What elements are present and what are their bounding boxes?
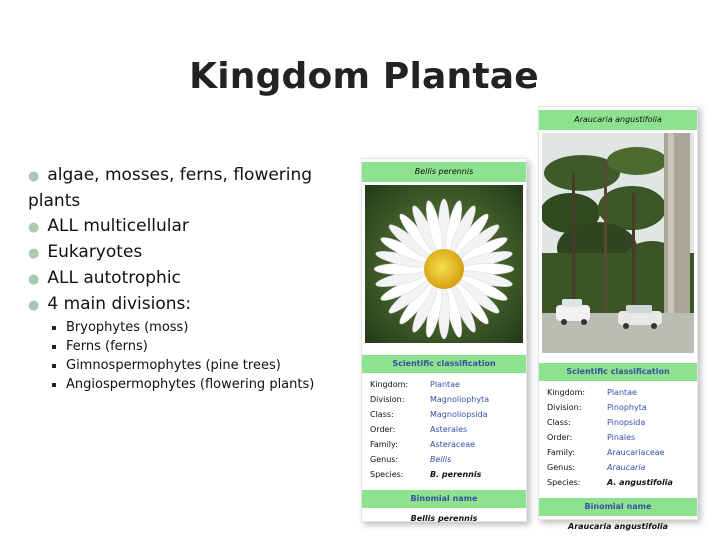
row-value-link[interactable]: Magnoliophyta [430,395,490,404]
row-key: Species: [547,478,581,487]
classification-title: Scientific classification [362,355,526,373]
classification-table [362,373,526,482]
row-value-link[interactable]: Asterales [430,425,468,434]
classification-row [362,467,526,482]
row-value-link[interactable]: Pinales [607,433,636,442]
classification-row [539,460,697,475]
row-value-link[interactable]: Bellis [430,455,452,464]
classification-row [362,437,526,452]
row-value-link[interactable]: Pinopsida [607,418,646,427]
classification-row [539,475,697,490]
araucaria-photo [542,133,694,353]
row-value-link[interactable]: Asteraceae [430,440,476,449]
square-bullet-icon [52,364,56,368]
binomial-title: Binomial name [539,498,697,516]
araucaria-image-icon [542,133,694,353]
bullet-item [28,292,358,318]
bullet-dot-icon: ● [28,246,40,261]
binomial-name: Araucaria angustifolia [568,522,668,531]
classification-row [539,400,697,415]
bullet-item [28,214,358,240]
infobox-bellis-perennis [361,158,527,522]
row-key: Genus: [547,463,576,472]
bullet-dot-icon: ● [28,220,40,235]
bullet-dot-icon: ● [28,272,40,287]
bullet-item [28,266,358,292]
row-value-link[interactable]: Plantae [430,380,460,389]
classification-table [539,381,697,490]
row-value-link[interactable]: Araucariaceae [607,448,665,457]
classification-row [539,415,697,430]
row-key: Division: [547,403,582,412]
row-key: Order: [370,425,396,434]
row-value-link[interactable]: Magnoliopsida [430,410,488,419]
bullet-text: Eukaryotes [47,242,143,262]
row-value-link[interactable]: Araucaria [607,463,646,472]
row-key: Family: [547,448,575,457]
row-key: Order: [547,433,573,442]
classification-row [362,392,526,407]
infobox-header: Bellis perennis [362,162,526,182]
bullet-text: 4 main divisions: [47,294,192,314]
square-bullet-icon [52,345,56,349]
row-key: Species: [370,470,404,479]
binomial-title: Binomial name [362,490,526,508]
bullet-text: ALL multicellular [47,216,189,236]
classification-row [362,377,526,392]
classification-title: Scientific classification [539,363,697,381]
bullet-list [28,163,358,394]
classification-row [362,422,526,437]
row-value-link[interactable]: Plantae [607,388,637,397]
subbullet-text: Gimnospermophytes (pine trees) [66,358,281,373]
slide-title: Kingdom Plantae [189,56,539,97]
subbullet-text: Angiospermophytes (flowering plants) [66,377,315,392]
bullet-text: ALL autotrophic [47,268,181,288]
infobox-header: Araucaria angustifolia [539,110,697,130]
subbullet-item [28,356,358,375]
row-key: Genus: [370,455,399,464]
row-key: Kingdom: [547,388,586,397]
row-key: Class: [370,410,394,419]
subbullet-item [28,337,358,356]
row-value-link[interactable]: Pinophyta [607,403,647,412]
subbullet-text: Ferns (ferns) [66,339,148,354]
classification-row [539,430,697,445]
daisy-image-icon [365,185,523,343]
classification-row [539,445,697,460]
row-key: Class: [547,418,571,427]
row-key: Family: [370,440,398,449]
classification-row [539,385,697,400]
subbullet-text: Bryophytes (moss) [66,320,189,335]
daisy-photo [365,185,523,343]
bullet-dot-icon: ● [28,298,40,313]
row-key: Division: [370,395,405,404]
subbullet-item [28,318,358,337]
bullet-item [28,163,358,214]
classification-row [362,452,526,467]
bullet-text: algae, mosses, ferns, flowering plants [28,165,313,211]
row-value: A. angustifolia [607,478,673,487]
row-key: Kingdom: [370,380,409,389]
bullet-item [28,240,358,266]
bullet-dot-icon: ● [28,169,40,184]
classification-row [362,407,526,422]
infobox-araucaria-angustifolia [538,106,698,531]
subbullet-item [28,375,358,394]
row-value: B. perennis [430,470,482,479]
square-bullet-icon [52,383,56,387]
binomial-name: Bellis perennis [410,514,478,523]
square-bullet-icon [52,326,56,330]
